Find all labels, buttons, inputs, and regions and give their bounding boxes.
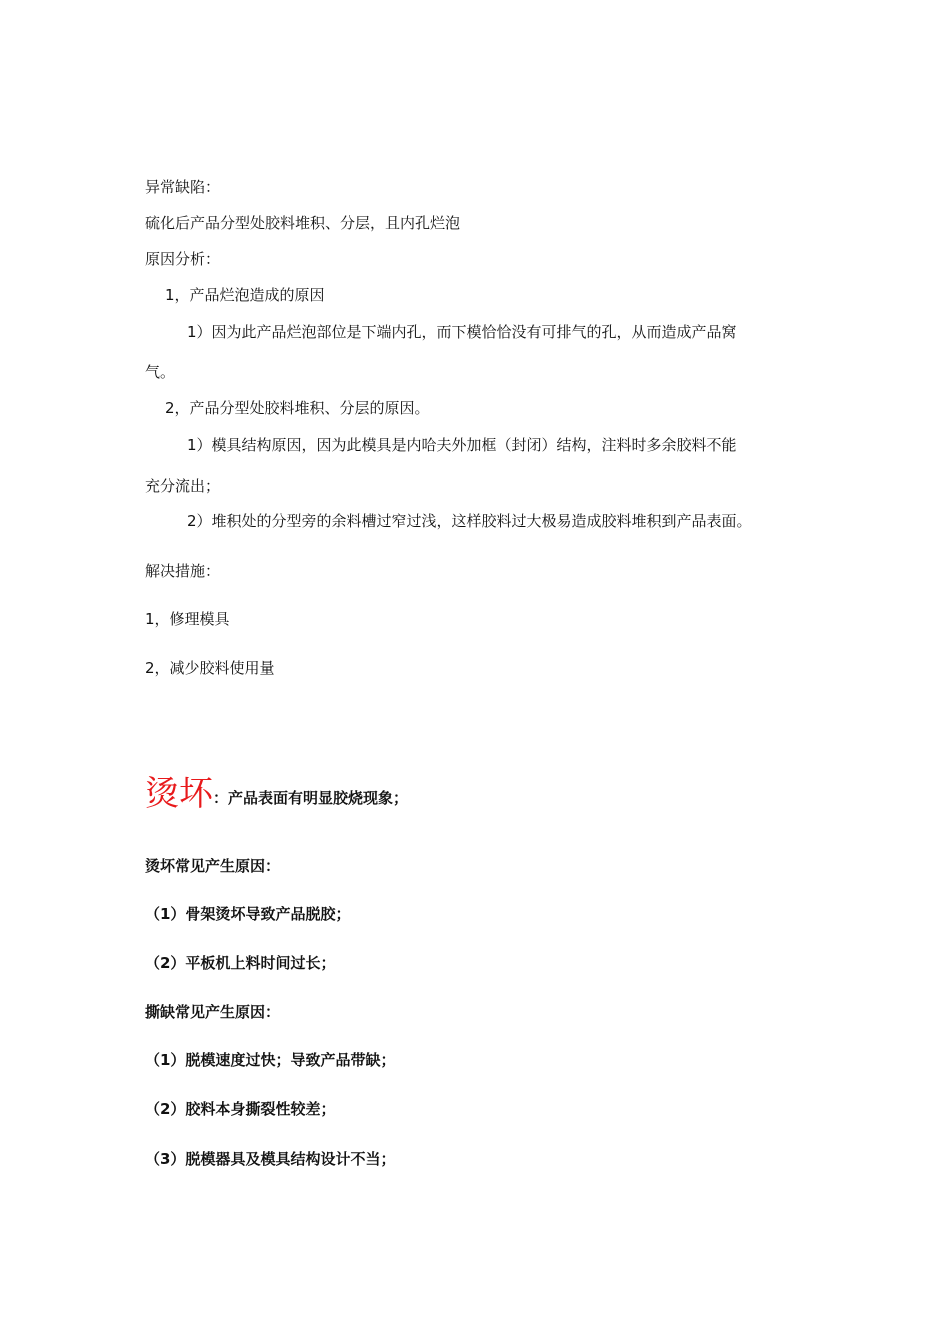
defect-text: 硫化后产品分型处胶料堆积、分层，且内孔烂泡 bbox=[145, 214, 461, 232]
burn-causes-label: 烫坏常见产生原因： bbox=[145, 857, 281, 875]
tear-cause-3: （3）脱模器具及模具结构设计不当； bbox=[145, 1150, 396, 1168]
cause2-item2: 2）堆积处的分型旁的余料槽过窄过浅，这样胶料过大极易造成胶料堆积到产品表面。 bbox=[187, 512, 752, 530]
burn-cause-2: （2）平板机上料时间过长； bbox=[145, 954, 336, 972]
solution-item-1: 1，修理模具 bbox=[145, 610, 230, 628]
cause2-title: 2，产品分型处胶料堆积、分层的原因。 bbox=[165, 399, 430, 417]
tear-cause-1: （1）脱模速度过快；导致产品带缺； bbox=[145, 1051, 396, 1069]
analysis-label: 原因分析： bbox=[145, 250, 221, 268]
solution-label: 解决措施： bbox=[145, 562, 221, 580]
solution-item-2: 2，减少胶料使用量 bbox=[145, 659, 275, 677]
cause2-item1-line2: 充分流出； bbox=[145, 477, 221, 495]
cause1-title: 1，产品烂泡造成的原因 bbox=[165, 286, 325, 304]
tear-causes-label: 撕缺常见产生原因： bbox=[145, 1003, 281, 1021]
tear-cause-2: （2）胶料本身撕裂性较差； bbox=[145, 1100, 336, 1118]
burn-cause-1: （1）骨架烫坏导致产品脱胶； bbox=[145, 905, 351, 923]
burn-title-desc: ：产品表面有明显胶烧现象； bbox=[213, 789, 409, 807]
burn-title: 烫坏 bbox=[145, 774, 213, 814]
cause1-item1-line1: 1）因为此产品烂泡部位是下端内孔，而下模恰恰没有可排气的孔，从而造成产品窝 bbox=[187, 323, 737, 341]
burn-heading bbox=[145, 774, 408, 818]
cause1-item1-line2: 气。 bbox=[145, 363, 176, 381]
cause2-item1-line1: 1）模具结构原因，因为此模具是内哈夫外加框（封闭）结构，注料时多余胶料不能 bbox=[187, 436, 737, 454]
defect-label: 异常缺陷： bbox=[145, 178, 221, 196]
